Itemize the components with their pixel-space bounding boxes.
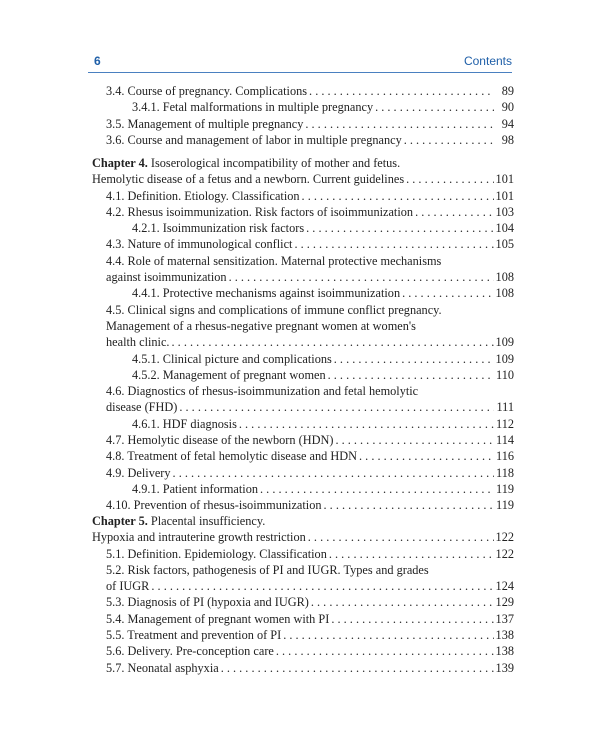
toc-entry[interactable]: disease (FHD) . . . 111 bbox=[92, 399, 514, 415]
leader-dots bbox=[149, 578, 494, 594]
leader-dots bbox=[402, 132, 494, 148]
leader-dots bbox=[327, 546, 494, 562]
toc-entry[interactable]: 4.2.1. Isoimmunization risk factors . . . 104 bbox=[92, 220, 514, 236]
leader-dots bbox=[304, 220, 494, 236]
leader-dots bbox=[326, 367, 494, 383]
chapter-title-entry[interactable]: Hypoxia and intrauterine growth restriction . . . 122 bbox=[92, 529, 514, 545]
toc-entry[interactable]: 4.5.2. Management of pregnant women . . . 110 bbox=[92, 367, 514, 383]
leader-dots bbox=[258, 481, 494, 497]
leader-dots bbox=[237, 416, 494, 432]
toc-entry[interactable]: health clinic. . . . 109 bbox=[92, 334, 514, 350]
chapter-label: Chapter 4. bbox=[92, 156, 148, 170]
toc-entry[interactable]: 4.4.1. Protective mechanisms against isoimmunization . . . 108 bbox=[92, 285, 514, 301]
leader-dots bbox=[373, 99, 494, 115]
toc-entry-line[interactable]: 4.4. Role of maternal sensitization. Maternal protective mechanisms bbox=[106, 253, 442, 268]
chapter-title-entry[interactable]: Hemolytic disease of a fetus and a newborn. Current guidelines . . . 101 bbox=[92, 171, 514, 187]
toc-entry[interactable]: 3.4. Course of pregnancy. Complications . . . 89 bbox=[92, 83, 514, 99]
leader-dots bbox=[227, 269, 494, 285]
toc-entry[interactable]: 5.4. Management of pregnant women with PI . . . 137 bbox=[92, 611, 514, 627]
leader-dots bbox=[281, 627, 494, 643]
chapter-title-line[interactable]: Chapter 4. Isoserological incompatibility of mother and fetus. bbox=[92, 156, 401, 170]
toc-entry[interactable]: 5.6. Delivery. Pre-conception care . . . 138 bbox=[92, 643, 514, 659]
leader-dots bbox=[306, 529, 494, 545]
toc-entry[interactable]: 3.5. Management of multiple pregnancy . . . 94 bbox=[92, 116, 514, 132]
toc-block-top bbox=[92, 83, 514, 148]
leader-dots bbox=[329, 611, 494, 627]
toc-entry[interactable]: 3.4.1. Fetal malformations in multiple pregnancy . . . 90 bbox=[92, 99, 514, 115]
toc-entry[interactable]: 5.3. Diagnosis of PI (hypoxia and IUGR) . . . 129 bbox=[92, 594, 514, 610]
leader-dots bbox=[332, 351, 494, 367]
toc-entry[interactable]: 5.7. Neonatal asphyxia . . . 139 bbox=[92, 660, 514, 676]
leader-dots bbox=[404, 171, 494, 187]
toc-entry[interactable]: 5.1. Definition. Epidemiology. Classification . . . 122 bbox=[92, 546, 514, 562]
toc-entry[interactable]: 4.8. Treatment of fetal hemolytic disease and HDN . . . 116 bbox=[92, 448, 514, 464]
toc-entry[interactable]: of IUGR . . . 124 bbox=[92, 578, 514, 594]
leader-dots bbox=[357, 448, 494, 464]
leader-dots bbox=[413, 204, 494, 220]
toc-entry[interactable]: 4.9.1. Patient information . . . 119 bbox=[92, 481, 514, 497]
leader-dots bbox=[219, 660, 494, 676]
toc-entry[interactable]: 4.7. Hemolytic disease of the newborn (HDN) . . . 114 bbox=[92, 432, 514, 448]
leader-dots bbox=[177, 399, 494, 415]
leader-dots bbox=[309, 594, 494, 610]
toc-entry-line[interactable]: 4.5. Clinical signs and complications of immune conflict pregnancy. bbox=[106, 302, 442, 317]
leader-dots bbox=[303, 116, 494, 132]
toc-entry[interactable]: 4.6.1. HDF diagnosis . . . 112 bbox=[92, 416, 514, 432]
toc-entry-line[interactable]: Management of a rhesus-negative pregnant women at women's bbox=[106, 318, 416, 333]
leader-dots bbox=[307, 83, 494, 99]
toc-chapter-4 bbox=[92, 155, 514, 514]
leader-dots bbox=[300, 188, 494, 204]
leader-dots bbox=[333, 432, 494, 448]
page-number: 6 bbox=[94, 54, 101, 68]
toc-entry[interactable]: 4.1. Definition. Etiology. Classification . . . 101 bbox=[92, 188, 514, 204]
toc-entry[interactable]: 5.5. Treatment and prevention of PI . . . 138 bbox=[92, 627, 514, 643]
leader-dots bbox=[292, 236, 494, 252]
leader-dots bbox=[322, 497, 494, 513]
running-header bbox=[88, 51, 512, 71]
leader-dots bbox=[171, 465, 494, 481]
toc-entry[interactable]: 4.9. Delivery . . . 118 bbox=[92, 465, 514, 481]
toc-chapter-5 bbox=[92, 513, 514, 676]
toc-entry[interactable]: 4.5.1. Clinical picture and complications . . . 109 bbox=[92, 351, 514, 367]
toc-entry[interactable]: against isoimmunization . . . 108 bbox=[92, 269, 514, 285]
leader-dots bbox=[170, 334, 494, 350]
toc-entry[interactable]: 4.10. Prevention of rhesus-isoimmunization . . . 119 bbox=[92, 497, 514, 513]
header-rule bbox=[88, 72, 512, 73]
section-title: Contents bbox=[463, 54, 512, 68]
toc-entry[interactable]: 3.6. Course and management of labor in multiple pregnancy . . . 98 bbox=[92, 132, 514, 148]
toc-entry-line[interactable]: 4.6. Diagnostics of rhesus-isoimmunization and fetal hemolytic bbox=[106, 384, 419, 399]
toc-entry-line[interactable]: 5.2. Risk factors, pathogenesis of PI and IUGR. Types and grades bbox=[106, 562, 429, 577]
chapter-title-line[interactable]: Chapter 5. Placental insufficiency. bbox=[92, 514, 266, 528]
leader-dots bbox=[400, 285, 494, 301]
chapter-label: Chapter 5. bbox=[92, 514, 148, 528]
leader-dots bbox=[274, 643, 494, 659]
toc-entry[interactable]: 4.2. Rhesus isoimmunization. Risk factors of isoimmunization . . . 103 bbox=[92, 204, 514, 220]
toc-entry[interactable]: 4.3. Nature of immunological conflict . . . 105 bbox=[92, 236, 514, 252]
